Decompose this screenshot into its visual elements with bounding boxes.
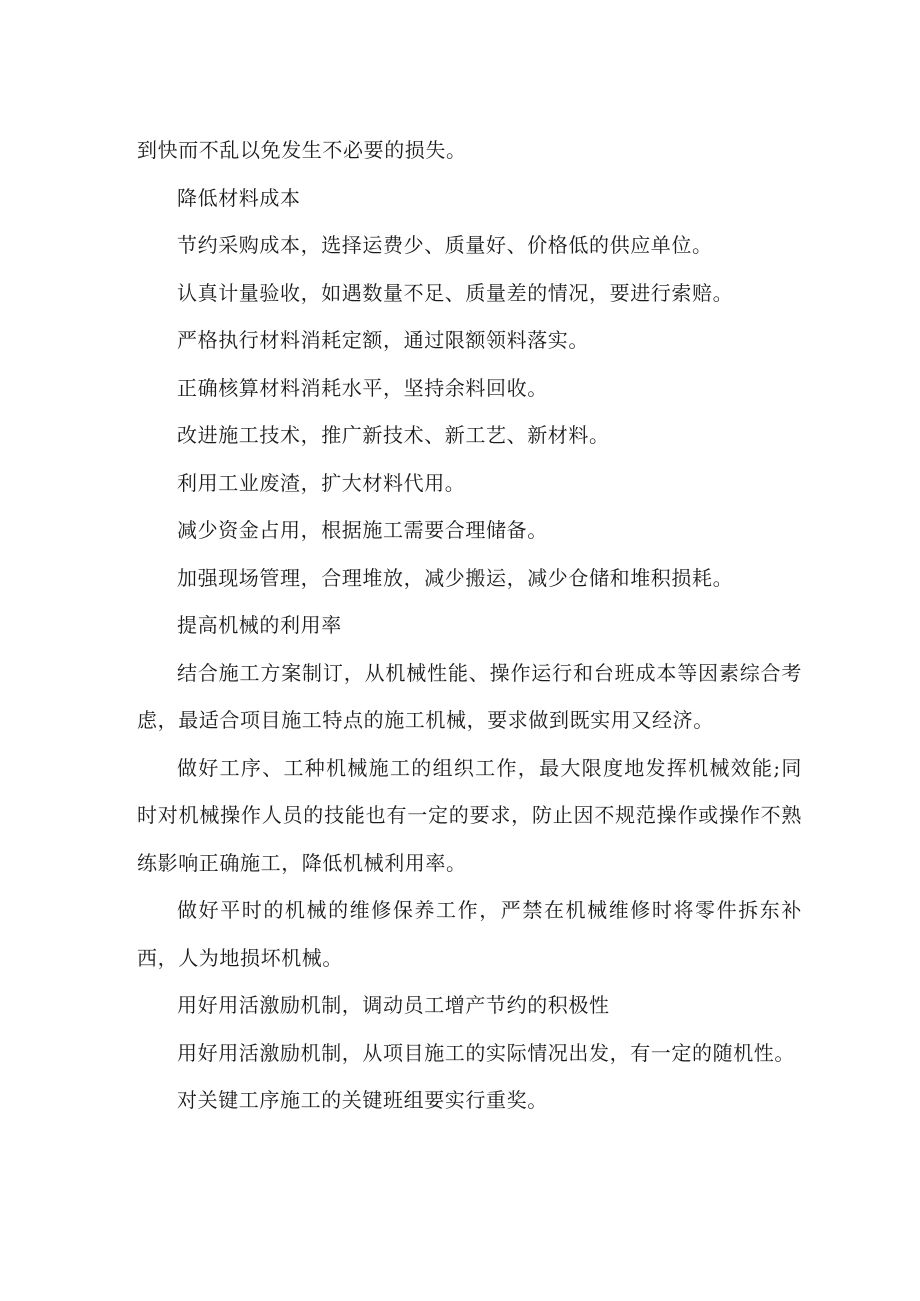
- paragraph-9: 加强现场管理，合理堆放，减少搬运，减少仓储和堆积损耗。: [177, 565, 734, 590]
- paragraph-10: 提高机械的利用率: [177, 613, 342, 637]
- paragraph-0: 到快而不乱以免发生不必要的损失。: [137, 138, 467, 162]
- paragraph-13: 做好平时的机械的维修保养工作，严禁在机械维修时将零件拆东补西，人为地损坏机械。: [137, 898, 802, 970]
- paragraph-12: 做好工序、工种机械施工的组织工作，最大限度地发挥机械效能;同时对机械操作人员的技能也有一定的要求，防止因不规范操作或操作不熟练影响正确施工，降低机械利用率。: [137, 755, 802, 875]
- paragraph-5: 正确核算材料消耗水平，坚持余料回收。: [177, 375, 548, 400]
- document-body: [137, 127, 802, 1125]
- paragraph-14: 用好用活激励机制，调动员工增产节约的积极性: [177, 993, 610, 1017]
- paragraph-1: 降低材料成本: [177, 185, 301, 210]
- paragraph-8: 减少资金占用，根据施工需要合理储备。: [177, 518, 548, 542]
- paragraph-11: 结合施工方案制订，从机械性能、操作运行和台班成本等因素综合考虑，最适合项目施工特点的施工机械，要求做到既实用又经济。: [137, 660, 802, 732]
- paragraph-6: 改进施工技术，推广新技术、新工艺、新材料。: [177, 423, 610, 447]
- paragraph-4: 严格执行材料消耗定额，通过限额领料落实。: [177, 328, 589, 352]
- paragraph-3: 认真计量验收，如遇数量不足、质量差的情况，要进行索赔。: [177, 280, 734, 305]
- paragraph-7: 利用工业废渣，扩大材料代用。: [177, 470, 466, 495]
- paragraph-15: 用好用活激励机制，从项目施工的实际情况出发，有一定的随机性。: [177, 1040, 795, 1065]
- paragraph-2: 节约采购成本，选择运费少、质量好、价格低的供应单位。: [177, 233, 713, 257]
- paragraph-16: 对关键工序施工的关键班组要实行重奖。: [177, 1088, 548, 1112]
